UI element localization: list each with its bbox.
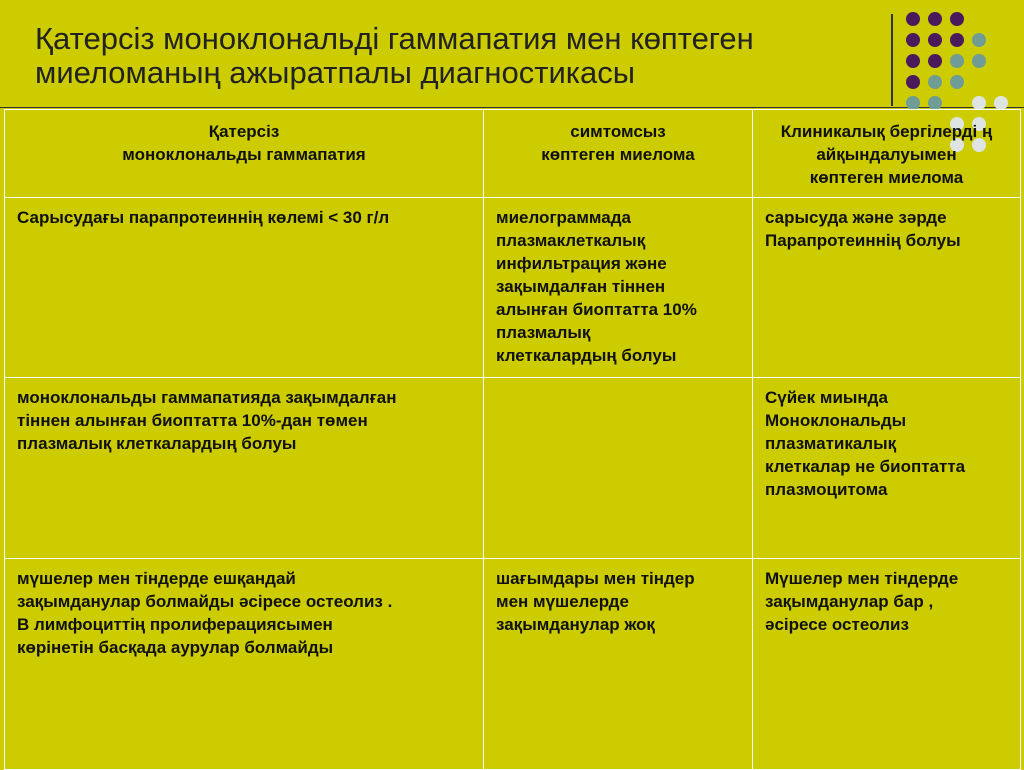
cell-text: Мүшелер мен тіндерде зақымданулар бар , әсіресе остеолиз: [765, 569, 959, 634]
dot-icon: [906, 75, 920, 89]
dot-icon: [950, 54, 964, 68]
dot-icon: [906, 96, 920, 110]
dot-icon: [950, 12, 964, 26]
dot-icon: [950, 75, 964, 89]
dot-icon: [906, 12, 920, 26]
table-cell: [484, 198, 753, 378]
dot-icon: [950, 33, 964, 47]
table-row: [5, 559, 1021, 770]
table-header-cell: [5, 110, 484, 198]
dot-icon: [928, 54, 942, 68]
title-horizontal-rule: [0, 107, 1024, 108]
table-cell: [753, 378, 1021, 559]
table-cell: [5, 378, 484, 559]
slide-title: Қатерсіз моноклональді гаммапатия мен көптеген миеломаның ажыратпалы диагностикасы: [35, 21, 754, 90]
dot-icon: [972, 33, 986, 47]
cell-text: Сарысудағы парапротеиннің көлемі < 30 г/л: [17, 208, 390, 227]
header-label: симтомсыз көптеген миелома: [541, 122, 695, 164]
table-cell: [5, 198, 484, 378]
table-cell: [753, 198, 1021, 378]
table-row: [5, 378, 1021, 559]
dot-icon: [906, 33, 920, 47]
cell-text: шағымдары мен тіндер мен мүшелерде зақымданулар жоқ: [496, 569, 695, 634]
cell-text: мүшелер мен тіндерде ешқандай зақымданулар болмайды әсіресе остеолиз . В лимфоциттің пролиферациясымен көрінетін басқада аурулар болмайды: [17, 569, 393, 657]
table-header-cell: [753, 110, 1021, 198]
table-cell: [753, 559, 1021, 770]
table-cell: [5, 559, 484, 770]
table-cell: [484, 378, 753, 559]
dot-icon: [906, 54, 920, 68]
table-header-cell: [484, 110, 753, 198]
table-row: [5, 198, 1021, 378]
cell-text: сарысуда және зәрде Парапротеиннің болуы: [765, 208, 961, 250]
header-label: Қатерсіз моноклональды гаммапатия: [122, 122, 366, 164]
comparison-table: [4, 109, 1021, 770]
cell-text: моноклональды гаммапатияда зақымдалған тіннен алынған биоптатта 10%-дан төмен плазмалық клеткалардың болуы: [17, 388, 397, 453]
title-vertical-rule: [891, 14, 893, 106]
dot-icon: [972, 54, 986, 68]
dot-icon: [928, 96, 942, 110]
header-label: Клиникалық бергілерді ң айқындалуымен көптеген миелома: [780, 122, 993, 187]
dot-icon: [928, 12, 942, 26]
dot-icon: [994, 96, 1008, 110]
cell-text: Сүйек миында Моноклональды плазматикалық клеткалар не биоптатта плазмоцитома: [765, 388, 966, 499]
cell-text: миелограммада плазмаклеткалық инфильтрация және зақымдалған тіннен алынған биоптатта 10% плазмалық клеткалардың болуы: [496, 208, 697, 365]
dot-icon: [928, 33, 942, 47]
dot-icon: [972, 96, 986, 110]
dot-icon: [928, 75, 942, 89]
table-cell: [484, 559, 753, 770]
table-header-row: [5, 110, 1021, 198]
